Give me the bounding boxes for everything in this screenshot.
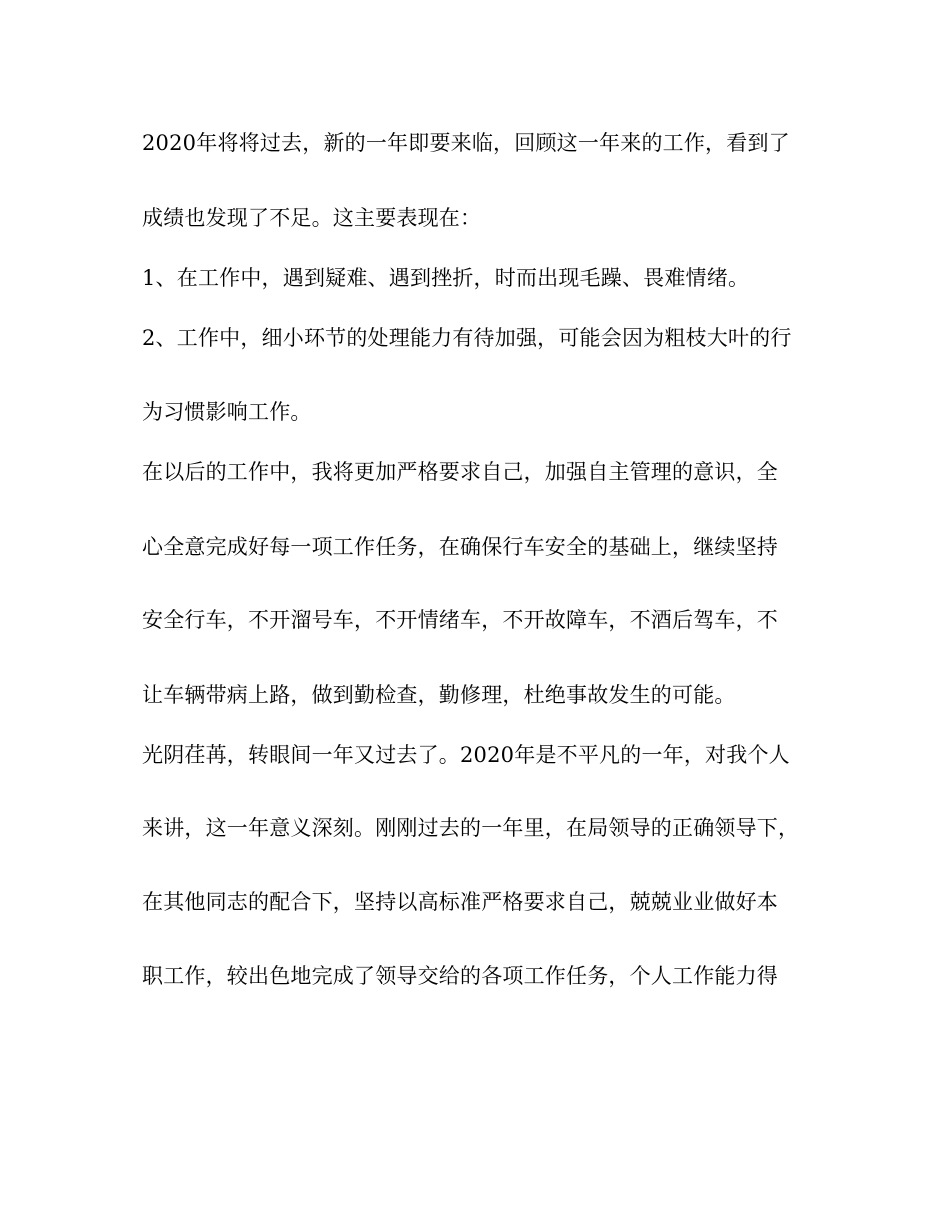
text-line-8: 安全行车，不开溜号车，不开情绪车，不开故障车，不酒后驾车，不: [142, 608, 778, 632]
text-line-2: 成绩也发现了不足。这主要表现在：: [142, 206, 482, 230]
text-line-5: 为习惯影响工作。: [142, 400, 312, 424]
text-line-9: 让车辆带病上路，做到勤检查，勤修理，杜绝事故发生的可能。: [142, 683, 736, 707]
text-line-7: 心全意完成好每一项工作任务，在确保行车安全的基础上，继续坚持: [142, 535, 778, 559]
text-line-6: 在以后的工作中，我将更加严格要求自己，加强自主管理的意识，全: [142, 460, 778, 484]
text-line-3: 1、在工作中，遇到疑难、遇到挫折，时而出现毛躁、畏难情绪。: [142, 266, 750, 290]
text-line-11: 来讲，这一年意义深刻。刚刚过去的一年里，在局领导的正确领导下，: [142, 816, 800, 840]
text-line-4: 2、工作中，细小环节的处理能力有待加强，可能会因为粗枝大叶的行: [142, 326, 792, 350]
text-line-1: 2020年将将过去，新的一年即要来临，回顾这一年来的工作，看到了: [142, 131, 790, 155]
text-line-13: 职工作，较出色地完成了领导交给的各项工作任务，个人工作能力得: [142, 964, 778, 988]
text-line-10: 光阴荏苒，转眼间一年又过去了。2020年是不平凡的一年，对我个人: [142, 743, 790, 767]
text-line-12: 在其他同志的配合下，坚持以高标准严格要求自己，兢兢业业做好本: [142, 890, 778, 914]
